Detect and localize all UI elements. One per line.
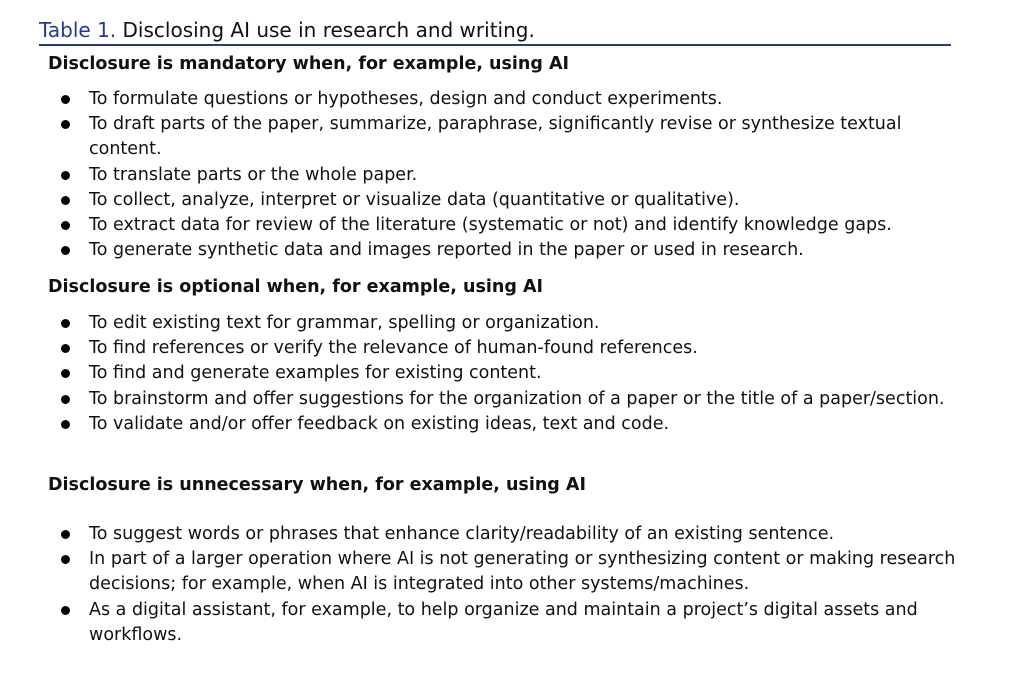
list-item: To formulate questions or hypotheses, design and conduct experiments. [58, 87, 958, 112]
bullet-icon [61, 120, 70, 129]
list-item: To validate and/or offer feedback on existing ideas, text and code. [58, 412, 958, 437]
bullet-icon [61, 95, 70, 104]
bullet-icon [61, 420, 70, 429]
list-item: To brainstorm and offer suggestions for the organization of a paper or the title of a paper/section. [58, 387, 958, 412]
bullet-icon [61, 369, 70, 378]
bullet-icon [61, 606, 70, 615]
list-item: To translate parts or the whole paper. [58, 163, 958, 188]
bullet-icon [61, 196, 70, 205]
table-label: Table 1. [39, 18, 117, 42]
section-heading-mandatory: Disclosure is mandatory when, for example, using AI [48, 54, 570, 74]
bullet-icon [61, 530, 70, 539]
list-item: To edit existing text for grammar, spelling or organization. [58, 311, 958, 336]
section-heading-optional: Disclosure is optional when, for example, using AI [48, 277, 543, 297]
table-title: Disclosing AI use in research and writing. [122, 18, 535, 42]
list-item: To find and generate examples for existing content. [58, 361, 958, 386]
list-item: In part of a larger operation where AI is not generating or synthesizing content or making research decisions; for example, when AI is integrated into other systems/machines. [58, 547, 958, 597]
list-item: To suggest words or phrases that enhance clarity/readability of an existing sentence. [58, 522, 958, 547]
bullet-icon [61, 395, 70, 404]
bullet-icon [61, 555, 70, 564]
bullet-icon [61, 246, 70, 255]
list-item: To extract data for review of the literature (systematic or not) and identify knowledge gaps. [58, 213, 958, 238]
list-item: To draft parts of the paper, summarize, paraphrase, significantly revise or synthesize textual content. [58, 112, 958, 162]
bullet-icon [61, 221, 70, 230]
mandatory-list [58, 87, 958, 263]
bullet-icon [61, 171, 70, 180]
optional-list [58, 311, 958, 437]
section-heading-unnecessary: Disclosure is unnecessary when, for example, using AI [48, 475, 586, 495]
list-item: To generate synthetic data and images reported in the paper or used in research. [58, 238, 958, 263]
unnecessary-list [58, 522, 958, 648]
list-item: To collect, analyze, interpret or visualize data (quantitative or qualitative). [58, 188, 958, 213]
list-item: As a digital assistant, for example, to help organize and maintain a project’s digital assets and workflows. [58, 598, 958, 648]
bullet-icon [61, 344, 70, 353]
bullet-icon [61, 319, 70, 328]
table-caption [39, 16, 951, 46]
list-item: To find references or verify the relevance of human-found references. [58, 336, 958, 361]
